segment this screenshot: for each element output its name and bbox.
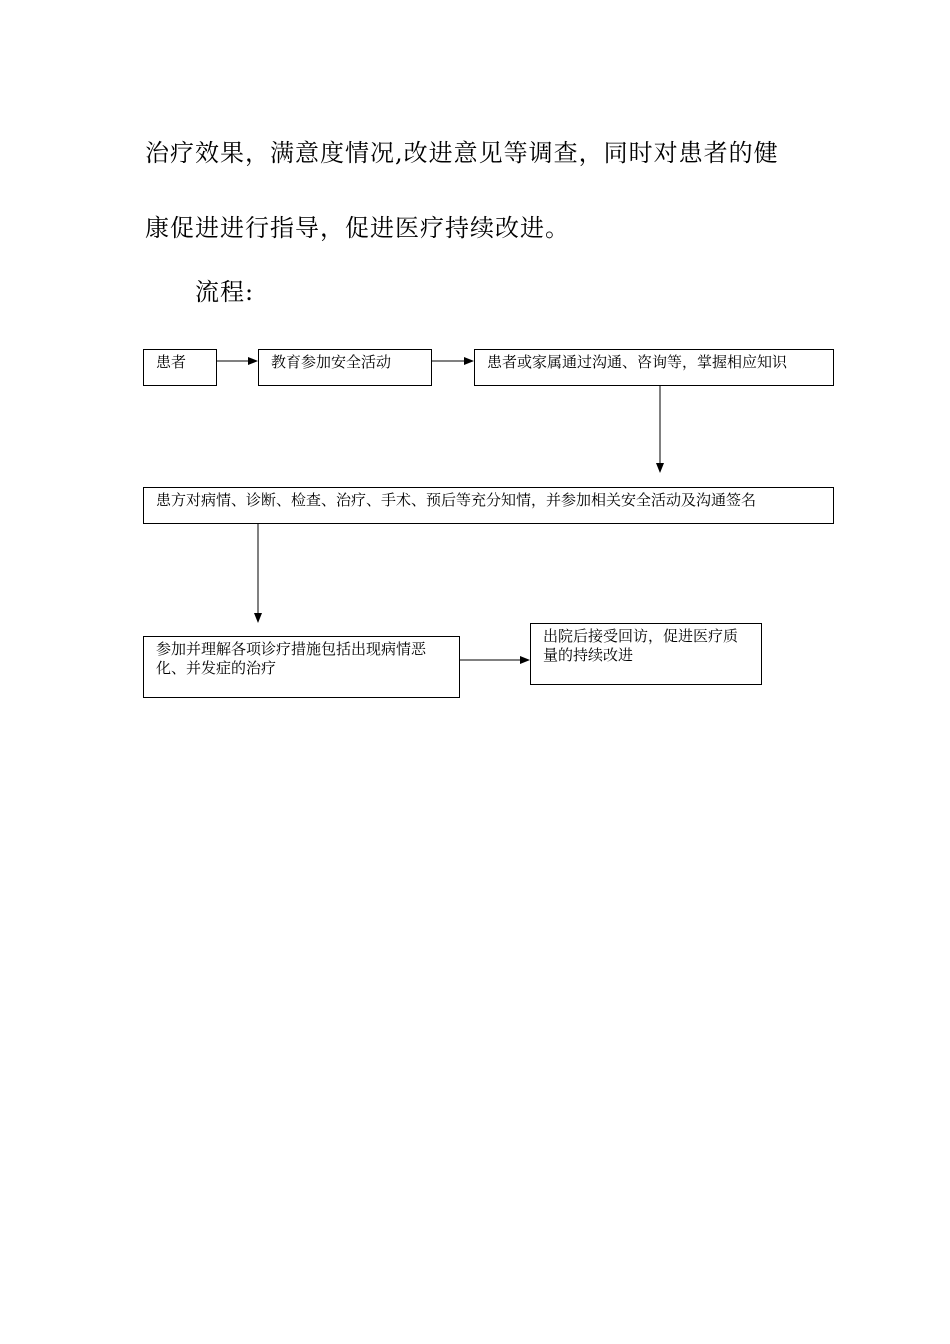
flow-box-treatment-text: 参加并理解各项诊疗措施包括出现病情恶化、并发症的治疗: [156, 640, 427, 677]
body-text-line-1: 治疗效果，满意度情况,改进意见等调查，同时对患者的健: [145, 139, 779, 167]
flow-heading: 流程:: [195, 278, 255, 306]
flow-box-education-text: 教育参加安全活动: [271, 353, 392, 371]
flow-box-patient-text: 患者: [156, 353, 187, 371]
flow-box-informed-consent-text: 患方对病情、诊断、检查、治疗、手术、预后等充分知情，并参加相关安全活动及沟通签名: [156, 491, 757, 509]
body-text-line-2: 康促进进行指导，促进医疗持续改进。: [145, 214, 570, 242]
flow-box-discharge-followup-text: 出院后接受回访，促进医疗质量的持续改进: [543, 627, 739, 664]
flow-box-communication-text: 患者或家属通过沟通、咨询等，掌握相应知识: [487, 353, 788, 371]
